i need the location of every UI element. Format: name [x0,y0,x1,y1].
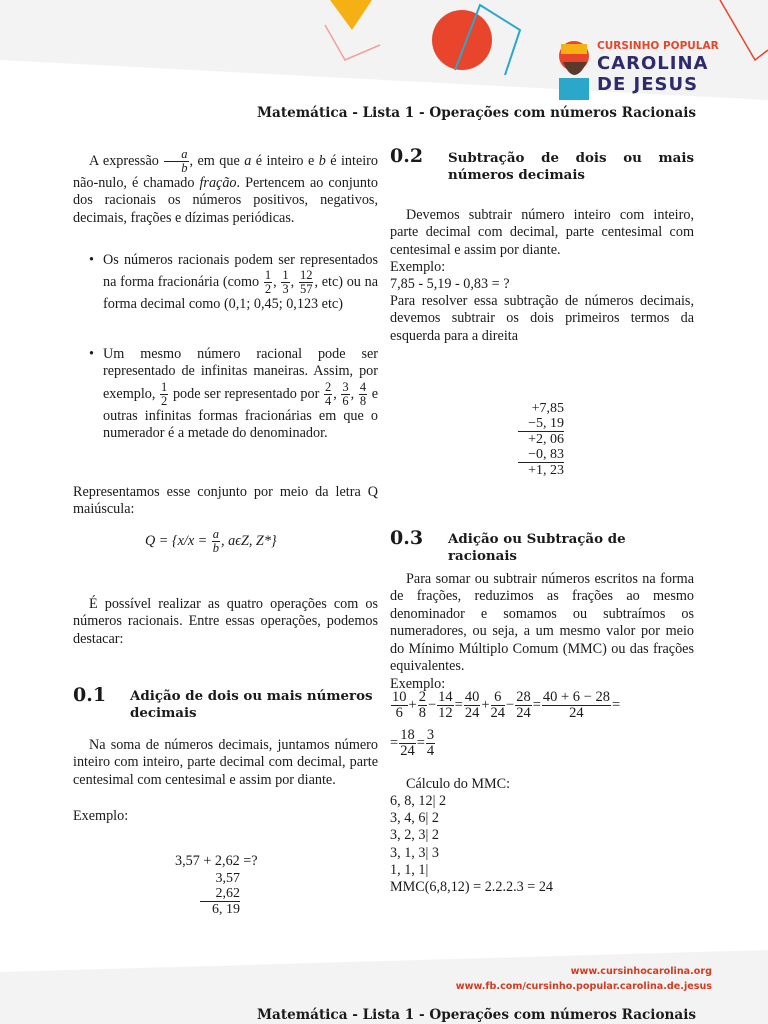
logo-line3: DE JESUS [597,74,699,95]
section-0-1-title: Adição de dois ou mais números decimais [130,688,373,721]
fraction-equation-line-2: = $\frac{18}{24}$ = $\frac{3}{4}$ [390,727,435,759]
logo-portrait-icon [553,38,595,100]
intro-fraction: $\frac{a}{b}$ [164,148,188,175]
intro-paragraph: A expressão $\frac{a}{b}$ , em que a é inteiro e b é inteiro não-nulo, é chamado fração. Pertencem ao conjunto dos racionais os números positivos, negativos, decimais, frações e dízimas periódicas. [73,147,379,226]
footer-website-link[interactable]: www.cursinhocarolina.org [570,966,712,977]
footer-facebook-link[interactable]: www.fb.com/cursinho.popular.carolina.de.jesus [455,981,712,992]
bullet-dot-icon: • [89,346,94,362]
mmc-line: 6, 8, 12| 2 [390,793,447,809]
page-header-title: Matemática - Lista 1 - Operações com números Racionais [257,105,697,121]
sum-operand-2: 2,62 [200,886,240,902]
fraction-equation-line-1: $\frac{10}{6}$ + $\frac{2}{8}$ − $\frac{14}{12}$ = $\frac{40}{24}$ + $\frac{6}{24}$ − $\frac{28}{24}$ = $\frac{40 + 6 - 28}{24}$ = [392,689,621,721]
bullet-item-2: • Um mesmo número racional pode ser representado de infinitas maneiras. Assim, por exemplo, $\frac{1}{2}$ pode ser representado por $\frac{2}{4}$ , $\frac{3}{6}$ , $\frac{4}{8}$ e outras infinitas formas fracionárias em que o numerador é a metade do denominador. [89,346,379,442]
section-0-2-paragraph-2: Para resolver essa subtração de números decimais, devemos subtrair os dois primeiros termos da esquerda para a direita [390,293,694,344]
sub-line-2: −5, 19 [518,416,564,432]
logo-line2: CAROLINA [597,53,709,74]
section-0-3-paragraph: Para somar ou subtrair números escritos na forma de frações, reduzimos as frações ao mesmo denominador e somamos ou subtraímos os numeradores, ou seja, a um mesmo valor por meio do Mínimo Múltiplo Comum (MMC) ou das frações equivalentes. [390,571,694,675]
section-0-2-equation: 7,85 - 5,19 - 0,83 = ? [390,276,510,292]
red-circle-shape [432,10,492,70]
mmc-line: 3, 4, 6| 2 [390,810,439,827]
subtraction-column-operation [518,401,564,478]
sum-result: 6, 19 [212,902,240,917]
mmc-title: Cálculo do MMC: [406,776,511,792]
section-0-3-example-label: Exemplo: [390,676,446,692]
sum-equation: 3,57 + 2,62 =? [175,853,258,869]
bullet-dot-icon: • [89,252,94,268]
section-0-1-paragraph: Na soma de números decimais, juntamos número inteiro com inteiro, parte decimal com decimal, parte centesimal com centesimal e assim por diante. [73,737,378,788]
mmc-list [390,793,694,896]
section-0-1-example-label: Exemplo: [73,808,129,824]
section-0-3-number: 0.3 [390,527,424,549]
mmc-result: MMC(6,8,12) = 2.2.2.3 = 24 [390,879,554,896]
bullet-item-1: • Os números racionais podem ser representados na forma fracionária (como $\frac{1}{2}$ , $\frac{1}{3}$ , $\frac{12}{57}$ , etc) ou na forma decimal como (0,1; 0,45; 0,123 etc) [89,252,379,313]
section-0-2-paragraph: Devemos subtrair número inteiro com inteiro, parte decimal com decimal, parte centesimal com centesimal e assim por diante. [390,207,694,258]
section-0-1-number: 0.1 [73,684,107,706]
section-0-2-example-label: Exemplo: [390,259,446,275]
mmc-line: 1, 1, 1| [390,861,429,878]
represent-paragraph: Representamos esse conjunto por meio da letra Q maiúscula: [73,484,378,518]
logo-line1: CURSINHO POPULAR [597,40,719,52]
logo [553,38,723,100]
section-0-2-title: Subtração de dois ou mais números decimais [448,150,694,183]
set-definition: Q = {x/x = $\frac{a}{b}$ , aϵZ, Z*} [145,527,277,555]
section-0-3-title: Adição ou Subtração de racionais [448,531,626,564]
mmc-line: 3, 1, 3| 3 [390,844,439,861]
sum-column-operation [200,871,240,917]
sub-line-3: +2, 06 [528,432,564,447]
sub-line-5: +1, 23 [528,463,564,478]
mmc-line: 3, 2, 3| 2 [390,827,439,844]
sub-line-4: −0, 83 [518,447,564,463]
section-0-2-number: 0.2 [390,145,424,167]
possible-paragraph: É possível realizar as quatro operações com os números racionais. Entre essas operações, podemos destacar: [73,596,378,647]
sum-operand-1: 3,57 [215,871,240,886]
sub-line-1: +7,85 [531,401,564,416]
page-footer-title: Matemática - Lista 1 - Operações com números Racionais [257,1007,697,1023]
